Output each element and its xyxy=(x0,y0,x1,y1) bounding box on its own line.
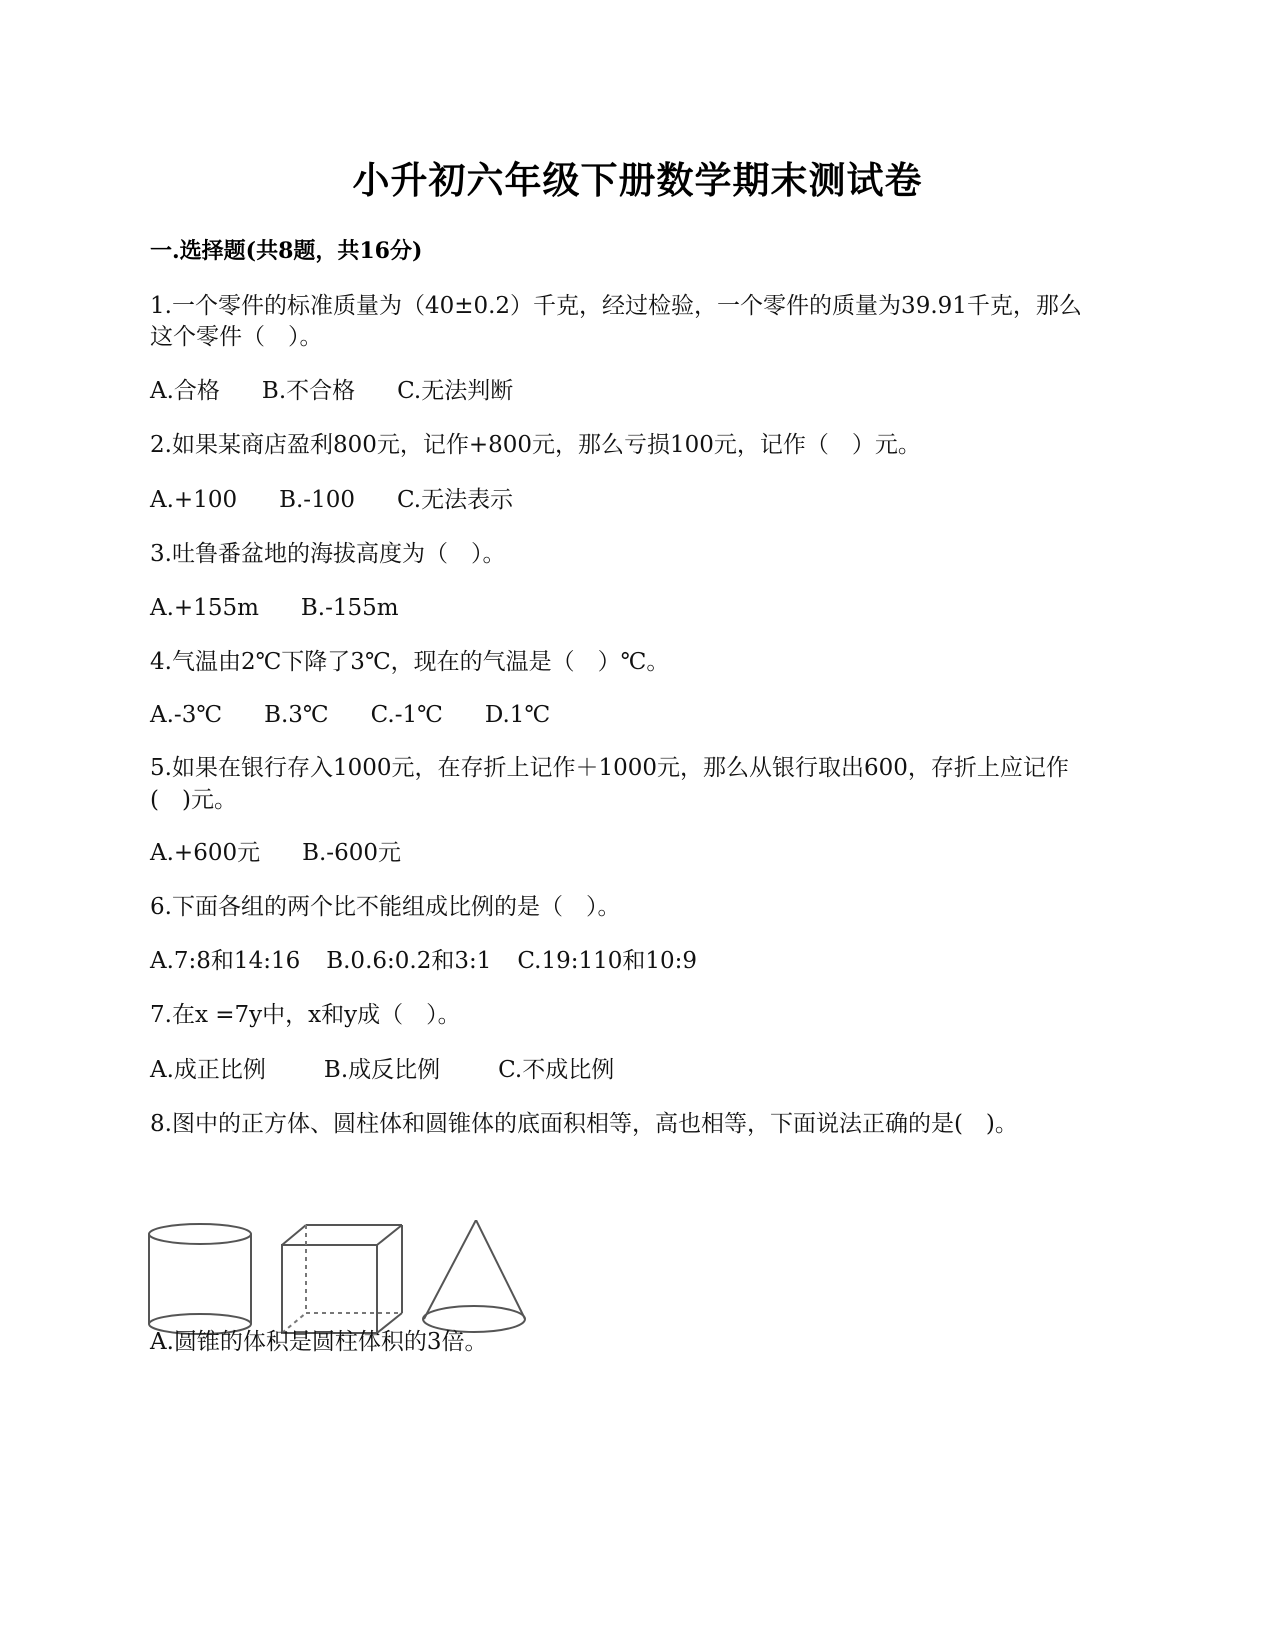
option-c: C.-1℃ xyxy=(370,702,443,728)
option-a: A.合格 xyxy=(150,378,220,404)
page-title: 小升初六年级下册数学期末测试卷 xyxy=(352,158,923,202)
option-c: C.无法表示 xyxy=(396,487,514,513)
question-4-options xyxy=(150,699,592,732)
section-heading: 一.选择题(共8题，共16分) xyxy=(150,238,423,264)
option-b: B.成反比例 xyxy=(323,1057,441,1083)
option-a: A.-3℃ xyxy=(150,702,223,728)
question-3-options xyxy=(150,592,441,625)
question-6-options xyxy=(150,945,739,978)
option-a: A.成正比例 xyxy=(150,1057,266,1083)
cylinder-figure xyxy=(149,1224,251,1334)
option-a: A.+600元 xyxy=(150,840,261,866)
cube-figure xyxy=(282,1225,402,1333)
question-8-text: 8.图中的正方体、圆柱体和圆锥体的底面积相等，高也相等，下面说法正确的是( )。 xyxy=(150,1111,1018,1137)
question-8-option-a: A.圆锥的体积是圆柱体积的3倍。 xyxy=(150,1329,488,1355)
option-d: D.1℃ xyxy=(484,702,551,728)
question-2-text: 2.如果某商店盈利800元，记作+800元，那么亏损100元，记作（ ）元。 xyxy=(150,432,921,458)
option-b: B.不合格 xyxy=(261,378,356,404)
question-7-options xyxy=(150,1054,656,1087)
question-5-options xyxy=(150,837,443,870)
question-4-text: 4.气温由2℃下降了3℃，现在的气温是（ ）℃。 xyxy=(150,649,670,675)
option-b: B.-600元 xyxy=(302,840,401,866)
question-1-text-cont: 这个零件（ ）。 xyxy=(150,324,323,350)
option-b: B.3℃ xyxy=(264,702,329,728)
question-7-text: 7.在x =7y中，x和y成（ ）。 xyxy=(150,1002,461,1028)
option-b: B.0.6:0.2和3:1 xyxy=(326,948,492,974)
cone-figure xyxy=(423,1220,525,1332)
question-6-text: 6.下面各组的两个比不能组成比例的是（ ）。 xyxy=(150,894,621,920)
option-b: B.-155m xyxy=(300,595,399,621)
question-5-text: 5.如果在银行存入1000元，在存折上记作＋1000元，那么从银行取出600，存折上应记作 xyxy=(150,755,1069,781)
option-a: A.+100 xyxy=(150,487,238,513)
question-3-text: 3.吐鲁番盆地的海拔高度为（ ）。 xyxy=(150,541,506,567)
option-b: B.-100 xyxy=(279,487,355,513)
question-5-text-cont: ( )元。 xyxy=(150,787,237,813)
option-c: C.不成比例 xyxy=(498,1057,615,1083)
question-1-text: 1.一个零件的标准质量为（40±0.2）千克，经过检验，一个零件的质量为39.91千克，那么 xyxy=(150,293,1082,319)
question-2-options xyxy=(150,484,555,517)
option-c: C.19:110和10:9 xyxy=(517,948,698,974)
option-a: A.7:8和14:16 xyxy=(150,948,301,974)
question-1-options xyxy=(150,375,555,408)
option-c: C.无法判断 xyxy=(397,378,514,404)
solid-figures xyxy=(146,1220,556,1340)
option-a: A.+155m xyxy=(150,595,259,621)
